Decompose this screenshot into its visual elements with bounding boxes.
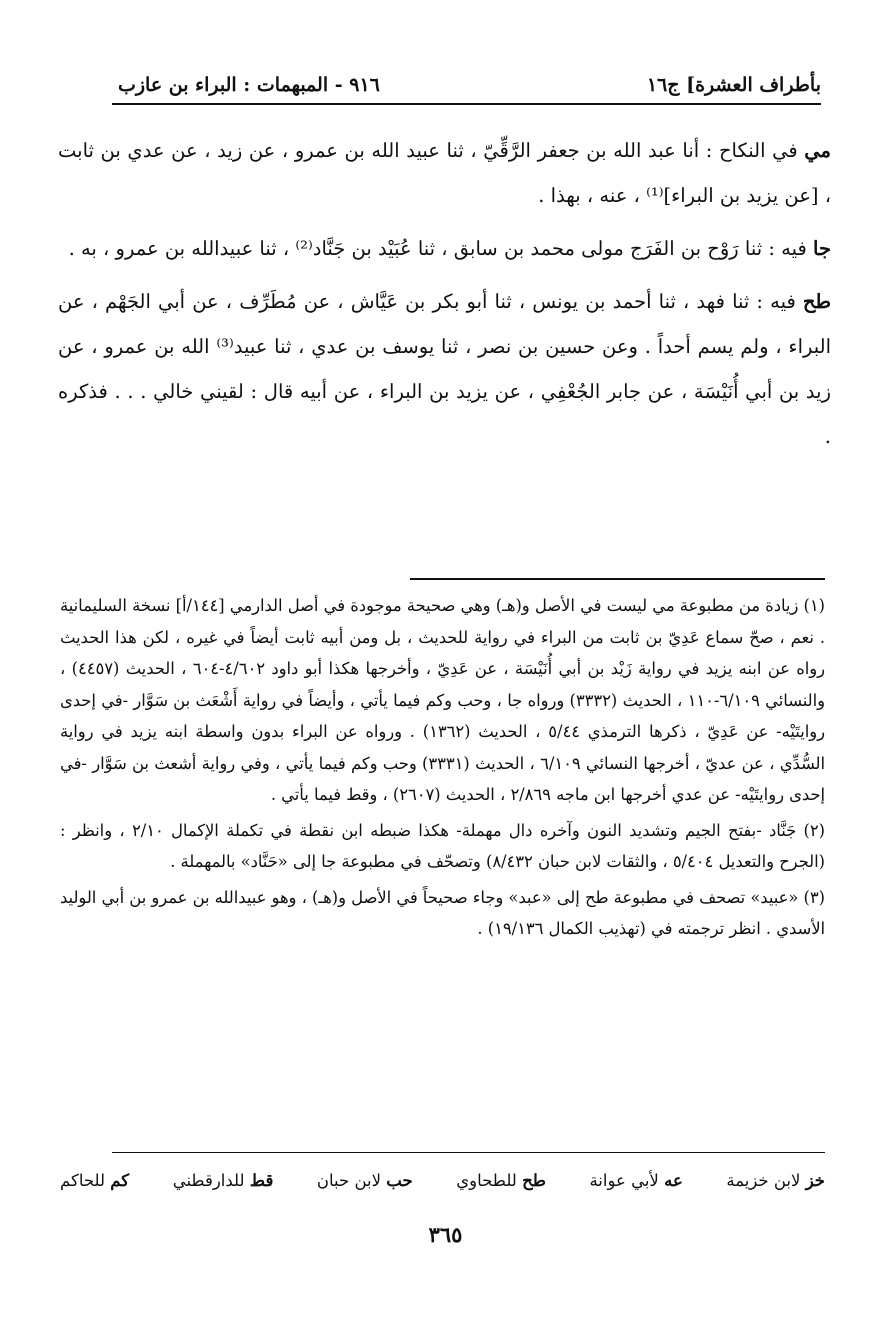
abbreviation-item: طح للطحاوي (456, 1170, 546, 1190)
footnotes (60, 590, 825, 949)
running-header (118, 60, 821, 96)
paragraph-tah (58, 279, 831, 459)
abbreviation-item: حب لابن حبان (316, 1170, 413, 1190)
abbreviation-item: خز لابن خزيمة (726, 1170, 825, 1190)
footnote-2: (٢) جَنَّاد -بفتح الجيم وتشديد النون وآخره دال مهملة- هكذا ضبطه ابن نقطة في تكملة الإكمال ٢/١٠ ، وانظر : (الجرح والتعديل ٥/٤٠٤ ، والثقات لابن حبان ٨/٤٣٢) وتصحّف في مطبوعة جا إلى «حَنَّاد» بالمهملة . (60, 820, 825, 871)
header-volume-title: بأطراف العشرة] ج١٦ (646, 74, 821, 96)
abbreviation-item: عه لأبي عوانة (589, 1170, 683, 1190)
paragraph-text: فيه : ثنا رَوْح بن الفَرَج مولى محمد بن سابق ، ثنا عُبَيْد بن جَنَّاد⁽²⁾ ، ثنا عبيدالله بن عمرو ، به . (68, 237, 813, 260)
abbreviations-divider (112, 1152, 825, 1153)
header-section-title: ٩١٦ - المبهمات : البراء بن عازب (118, 74, 380, 96)
footnote-3: (٣) «عبيد» تصحف في مطبوعة طح إلى «عبد» وجاء صحيحاً في الأصل و(هـ) ، وهو عبيدالله بن عمرو بن أبي الوليد الأسدي . انظر ترجمته في (تهذيب الكمال ١٩/١٣٦) . (60, 887, 825, 938)
page-number: ٣٦٥ (428, 1222, 463, 1247)
source-code: طح (802, 290, 831, 313)
main-text (58, 128, 831, 467)
footnote-separator (410, 578, 825, 580)
source-code: مي (804, 139, 831, 162)
footnote-1: (١) زيادة من مطبوعة مي ليست في الأصل و(هـ) وهي صحيحة موجودة في أصل الدارمي [١٤٤/أ] نسخة السليمانية . نعم ، صحّ سماع عَدِيّ بن ثابت من البراء في رواية للحديث ، بل ومن أبيه ثابت أيضاً في غيره ، لكن هذا الحديث رواه عن ابنه يزيد في رواية زَيْد بن أبي أُنَيْسَة ، عن عَدِيّ ، وأخرجها هكذا أبو داود ٤/٦٠٢-٦٠٤ ، الحديث (٤٤٥٧) ، والنسائي ٦/١٠٩-١١٠ ، الحديث (٣٣٣٢) ورواه جا ، وحب وكم فيما يأتي ، وأيضاً في رواية أَشْعَث بن سَوَّار -في إحدى روايتَيْه- عن عَدِيّ ، ذكرها الترمذي ٥/٤٤ ، الحديث (١٣٦٢) . ورواه عن البراء بدون واسطة ابنه يزيد في رواية السُّدِّي ، عن عديّ ، أخرجها النسائي ٦/١٠٩ ، الحديث (٣٣٣١) وحب وكم فيما يأتي ، وفي رواية أشعث بن سَوَّار -في إحدى روايتَيْه- عن عدي أخرجها ابن ماجه ٢/٨٦٩ ، الحديث (٢٦٠٧) ، وقط فيما يأتي . (60, 596, 826, 804)
abbreviation-item: كم للحاكم (60, 1170, 130, 1190)
paragraph-text: في النكاح : أنا عبد الله بن جعفر الرَّقِّيّ ، ثنا عبيد الله بن عمرو ، عن زيد ، عن عدي بن ثابت ، [عن يزيد بن البراء]⁽¹⁾ ، عنه ، بهذا . (58, 139, 831, 207)
source-code: جا (813, 237, 831, 260)
abbreviations-key (60, 1164, 825, 1196)
paragraph-text: فيه : ثنا فهد ، ثنا أحمد بن يونس ، ثنا أبو بكر بن عَيَّاش ، عن مُطَرِّف ، عن أبي الجَهْم ، عن البراء ، ولم يسم أحداً . وعن حسين بن نصر ، ثنا يوسف بن عدي ، ثنا عبيد⁽³⁾ الله بن عمرو ، عن زيد بن أبي أُنَيْسَة ، عن جابر الجُعْفِي ، عن يزيد بن البراء ، عن أبيه قال : لقيني خالي . . . فذكره . (58, 290, 831, 448)
abbreviation-item: قط للدارقطني (172, 1170, 274, 1190)
paragraph-mi (58, 128, 831, 218)
paragraph-ja (58, 226, 831, 271)
header-divider (112, 103, 821, 105)
